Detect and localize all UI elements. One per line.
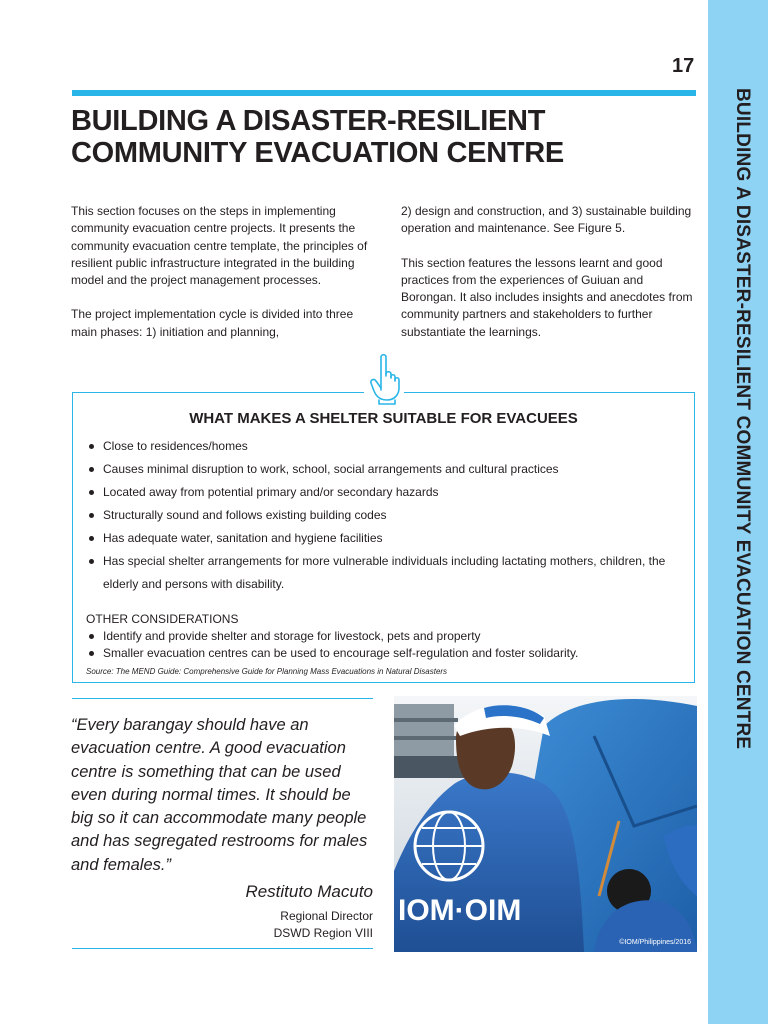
photo-credit: ©IOM/Philippines/2016 xyxy=(619,939,691,946)
consideration-item: Identify and provide shelter and storage for livestock, pets and property xyxy=(86,628,686,645)
criteria-item: Located away from potential primary and/or secondary hazards xyxy=(86,481,686,504)
quote-author-role: Regional Director xyxy=(280,909,373,923)
box-title: WHAT MAKES A SHELTER SUITABLE FOR EVACUEES xyxy=(189,410,578,427)
intro-paragraph: 2) design and construction, and 3) sustainable building operation and maintenance. See Figure 5. xyxy=(401,204,692,236)
quote-top-rule xyxy=(72,698,373,699)
pointing-hand-icon xyxy=(364,350,404,406)
intro-paragraph: The project implementation cycle is divided into three main phases: 1) initiation and planning, xyxy=(71,307,354,339)
criteria-item: Causes minimal disruption to work, school, social arrangements and cultural practices xyxy=(86,458,686,481)
shelter-criteria-box xyxy=(72,392,695,683)
page-number: 17 xyxy=(672,55,695,77)
criteria-item: Has special shelter arrangements for more vulnerable individuals including lactating mothers, children, the elderly and persons with disability. xyxy=(86,550,686,596)
page-title xyxy=(71,105,691,169)
source-note: Source: The MEND Guide: Comprehensive Guide for Planning Mass Evacuations in Natural Disasters xyxy=(86,667,448,676)
quote-bottom-rule xyxy=(72,948,373,949)
intro-paragraph: This section features the lessons learnt and good practices from the experiences of Guiuan and Borongan. It also includes insights and anecdotes from community partners and stakeholders to further substantiate the learnings. xyxy=(401,255,693,339)
intro-right-column xyxy=(401,203,696,358)
page-title-line2: COMMUNITY EVACUATION CENTRE xyxy=(71,137,564,169)
criteria-list xyxy=(86,435,686,596)
consideration-item: Smaller evacuation centres can be used to encourage self-regulation and foster solidarity. xyxy=(86,645,686,662)
pull-quote: “Every barangay should have an evacuation centre. A good evacuation centre is something that can be used even during normal times. It should be big so it can accommodate many people and has segregated restrooms for males and females.” xyxy=(71,716,368,874)
intro-left-column xyxy=(71,203,381,358)
vest-logo-text: IOM·OIM xyxy=(398,894,522,927)
criteria-item: Close to residences/homes xyxy=(86,435,686,458)
photo-illustration xyxy=(394,696,697,952)
page-title-line1: BUILDING A DISASTER-RESILIENT xyxy=(71,105,546,137)
other-considerations-heading: OTHER CONSIDERATIONS xyxy=(86,612,239,626)
criteria-item: Structurally sound and follows existing building codes xyxy=(86,504,686,527)
side-running-title: BUILDING A DISASTER-RESILIENT COMMUNITY EVACUATION CENTRE xyxy=(732,88,753,750)
criteria-item: Has adequate water, sanitation and hygiene facilities xyxy=(86,527,686,550)
iom-worker-photo xyxy=(394,696,697,952)
other-considerations-list xyxy=(86,628,686,662)
title-rule xyxy=(72,90,696,96)
quote-author: Restituto Macuto xyxy=(245,882,373,901)
quote-author-org: DSWD Region VIII xyxy=(273,926,373,940)
intro-paragraph: This section focuses on the steps in implementing community evacuation centre projects. It presents the community evacuation centre template, the principles of resilient public infrastructure integrated in the building model and the project management processes. xyxy=(71,204,368,288)
